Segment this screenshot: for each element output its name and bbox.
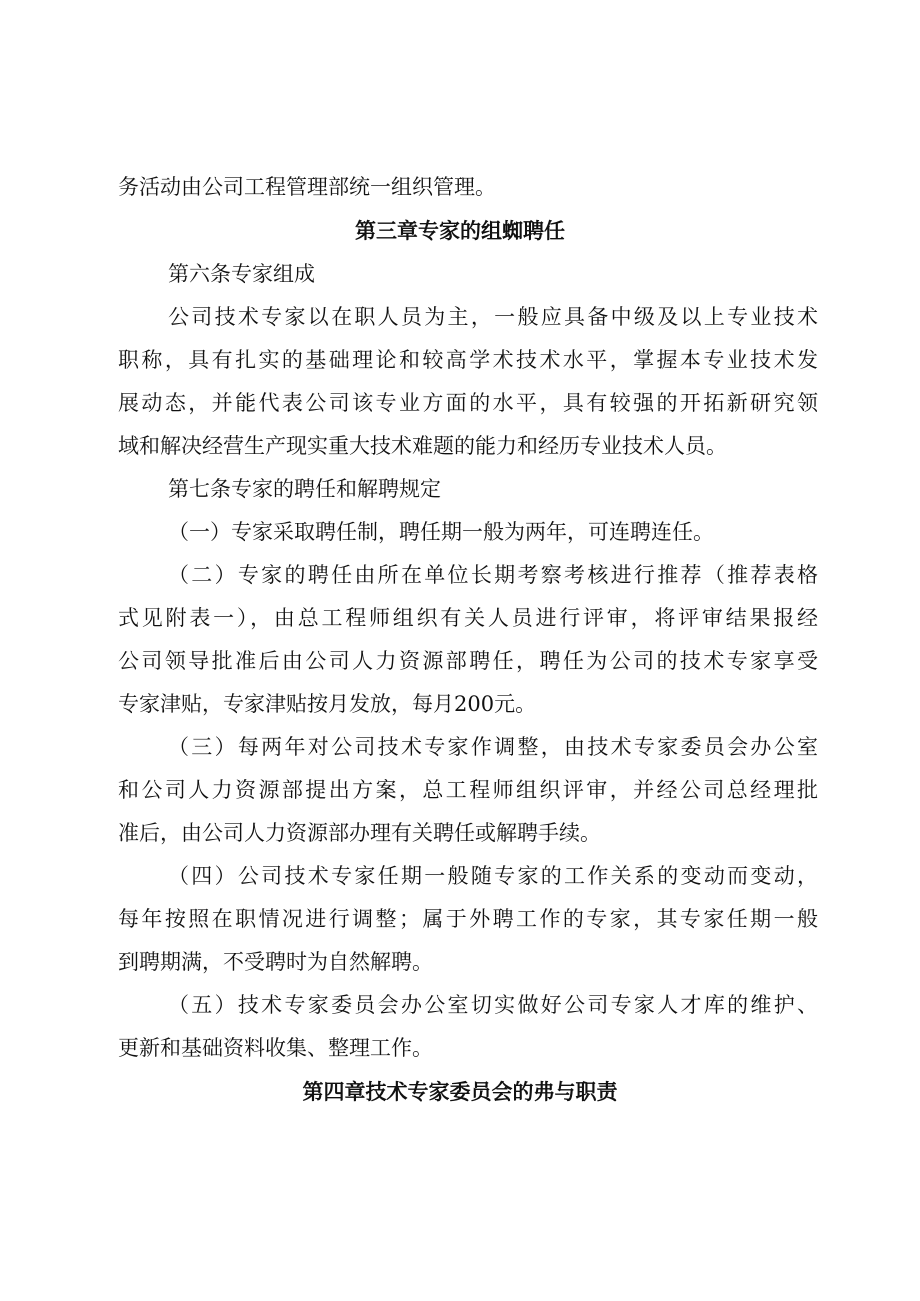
paragraph-line: （四）公司技术专家任期一般随专家的工作关系的变动而变动，: [168, 864, 818, 888]
paragraph-line: 域和解决经营生产现实重大技术难题的能力和经历专业技术人员。: [118, 434, 727, 458]
paragraph-line: 和公司人力资源部提出方案，总工程师组织评审，并经公司总经理批: [118, 778, 818, 802]
paragraph-line: 每年按照在职情况进行调整；属于外聘工作的专家，其专家任期一般: [118, 907, 818, 931]
paragraph-line: 准后，由公司人力资源部办理有关聘任或解聘手续。: [118, 821, 601, 845]
article-7-title: 第七条专家的聘任和解聘规定: [168, 477, 441, 501]
paragraph-line: 到聘期满，不受聘时为自然解聘。: [118, 950, 433, 974]
paragraph-line: 公司技术专家以在职人员为主，一般应具备中级及以上专业技术: [168, 305, 818, 329]
paragraph-line: 式见附表一），由总工程师组织有关人员进行评审，将评审结果报经: [118, 606, 818, 630]
paragraph-line: 展动态，并能代表公司该专业方面的水平，具有较强的开拓新研究领: [118, 391, 818, 415]
paragraph-line: 更新和基础资料收集、整理工作。: [118, 1036, 433, 1060]
paragraph-line: （一）专家采取聘任制，聘任期一般为两年，可连聘连任。: [168, 520, 714, 544]
paragraph-line: 公司领导批准后由公司人力资源部聘任，聘任为公司的技术专家享受: [118, 649, 818, 673]
paragraph-line: （三）每两年对公司技术专家作调整，由技术专家委员会办公室: [168, 735, 818, 759]
opening-line: 务活动由公司工程管理部统一组织管理。: [118, 175, 496, 199]
article-6-title: 第六条专家组成: [168, 262, 315, 286]
paragraph-line: （五）技术专家委员会办公室切实做好公司专家人才库的维护、: [168, 993, 818, 1017]
chapter-3-title: 第三章专家的组蜘聘任: [355, 219, 565, 243]
paragraph-line: 职称，具有扎实的基础理论和较高学术技术水平，掌握本专业技术发: [118, 348, 818, 372]
chapter-4-title: 第四章技术专家委员会的弗与职责: [302, 1080, 618, 1104]
paragraph-line: （二）专家的聘任由所在单位长期考察考核进行推荐（推荐表格: [168, 563, 818, 587]
paragraph-line: 专家津贴，专家津贴按月发放，每月200元。: [118, 692, 537, 716]
